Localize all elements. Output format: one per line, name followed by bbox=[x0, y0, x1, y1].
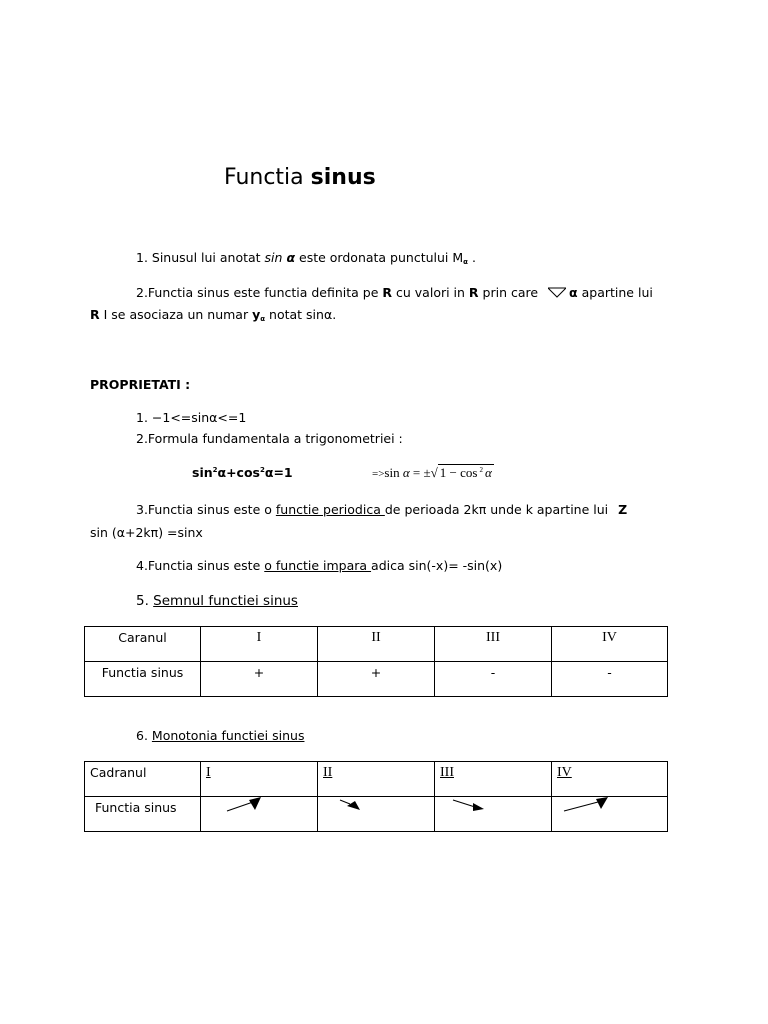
trend-cell bbox=[318, 797, 435, 832]
sign-table-header bbox=[85, 627, 668, 662]
sign-cell: + bbox=[201, 662, 318, 697]
sign-table-row bbox=[85, 662, 668, 697]
fundamental-formula: $\sin^2\alpha+\cos^2\alpha=1$ bbox=[192, 465, 293, 480]
definition-1: 1. Sinusul lui anotat sin α este ordonata punctului $M_\alpha$ . bbox=[136, 250, 476, 266]
definition-2-line2: R I se asociaza un numar $y_\alpha$ notat sinα. bbox=[90, 307, 337, 323]
sine-formula: =>sin α = ±√ 1 − cos $^2$ α bbox=[372, 465, 492, 480]
decreasing-arrow-icon bbox=[318, 797, 435, 828]
title-bold: sinus bbox=[310, 165, 376, 190]
property-4: 4.Functia sinus este o functie impara adica sin(-x)= -sin(x) bbox=[136, 558, 503, 573]
property-1: 1. −1<=sinα<=1 bbox=[136, 410, 247, 425]
monotony-table-row bbox=[85, 797, 668, 832]
header-cell: III bbox=[435, 627, 552, 662]
property-3: 3.Functia sinus este o functie periodica de perioada 2kπ unde k apartine lui Z bbox=[136, 502, 628, 517]
sign-cell: - bbox=[435, 662, 552, 697]
page-title bbox=[224, 165, 376, 190]
header-cell: I bbox=[201, 762, 318, 797]
increasing-arrow-icon bbox=[552, 797, 668, 828]
header-cell: Caranul bbox=[85, 627, 201, 662]
property-5-heading: 5. Semnul functiei sinus bbox=[136, 593, 298, 609]
header-cell: IV bbox=[552, 627, 668, 662]
trend-cell bbox=[552, 797, 668, 832]
definition-2-line1: 2.Functia sinus este functia definita pe R cu valori in R prin care α apartine lui bbox=[136, 285, 653, 300]
monotony-table bbox=[84, 761, 668, 832]
trend-cell bbox=[435, 797, 552, 832]
row-label: Functia sinus bbox=[85, 797, 201, 832]
monotony-table-header bbox=[85, 762, 668, 797]
trend-cell bbox=[201, 797, 318, 832]
forall-icon bbox=[548, 286, 566, 301]
header-cell: II bbox=[318, 762, 435, 797]
sign-cell: - bbox=[552, 662, 668, 697]
header-cell: III bbox=[435, 762, 552, 797]
decreasing-arrow-icon bbox=[435, 797, 552, 828]
sqrt-symbol: √ bbox=[430, 465, 438, 480]
row-label: Functia sinus bbox=[85, 662, 201, 697]
period-formula: sin (α+2kπ) =sinx bbox=[90, 525, 203, 540]
increasing-arrow-icon bbox=[201, 797, 318, 828]
property-6-heading: 6. Monotonia functiei sinus bbox=[136, 728, 305, 743]
properties-heading: PROPRIETATI : bbox=[90, 377, 191, 392]
header-cell: I bbox=[201, 627, 318, 662]
header-cell: II bbox=[318, 627, 435, 662]
title-text: Functia bbox=[224, 165, 311, 190]
header-cell: Cadranul bbox=[85, 762, 201, 797]
header-cell: IV bbox=[552, 762, 668, 797]
sign-table bbox=[84, 626, 668, 697]
sign-cell: + bbox=[318, 662, 435, 697]
property-2: 2.Formula fundamentala a trigonometriei : bbox=[136, 431, 403, 446]
